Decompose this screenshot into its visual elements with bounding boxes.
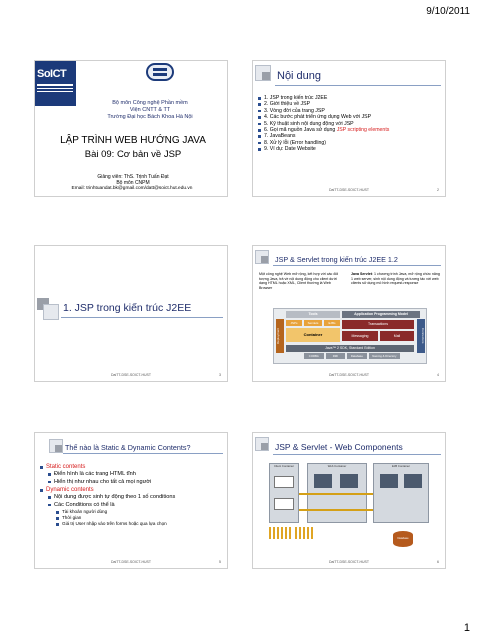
container-label: Web Container bbox=[327, 464, 347, 468]
title-underline bbox=[273, 265, 441, 266]
title-underline bbox=[273, 454, 441, 455]
jsp-description: Một công nghệ Web mở rộng, kết hợp với các đối tượng Java, trả về nội dung động cho client dưới dạng HTML hoặc XML, Client thường là Web Browser bbox=[259, 272, 339, 290]
transactions-box: Transactions bbox=[342, 320, 414, 329]
logo-text: SoICT bbox=[37, 68, 67, 80]
se-logo-mark bbox=[153, 68, 167, 76]
list-item: Nội dung được sinh tự động theo 1 số conditions bbox=[47, 494, 227, 502]
list-item: Giá trị User nhập vào trên forms hoặc qua lựa chọn bbox=[55, 521, 227, 527]
mail-box: Mail bbox=[380, 331, 414, 341]
connectors-bar: Connectors bbox=[417, 319, 425, 353]
list-item: 1. JSP trong kiến trúc J2EE bbox=[257, 95, 445, 101]
list-item: Điển hình là các trang HTML tĩnh bbox=[47, 471, 227, 479]
institute: Viện CNTT & TT bbox=[129, 107, 171, 113]
arrow-line bbox=[299, 509, 373, 511]
servlet-component bbox=[340, 474, 358, 488]
bullet-icon bbox=[40, 489, 43, 492]
ejb-component bbox=[380, 474, 398, 488]
io-strip bbox=[269, 527, 291, 539]
servlet-text: : 1 chương trình Java, mở rộng chức năng 1 web server, sinh nội dung động và tương tác với web clients sử dụng mô hình request-response bbox=[351, 272, 440, 286]
slide-title[interactable] bbox=[34, 60, 228, 197]
static-list bbox=[39, 471, 227, 486]
lesson-subtitle: Bài 09: Cơ bản về JSP bbox=[84, 149, 182, 160]
list-item: Tài khoản người dùng bbox=[55, 509, 227, 515]
item-highlight: JSP scripting elements bbox=[336, 127, 390, 134]
static-label bbox=[39, 463, 227, 471]
static-label-text: Static contents bbox=[46, 464, 86, 470]
university: Trường Đại học Bách Khoa Hà Nội bbox=[107, 114, 193, 120]
servlet-term: Java Servlet bbox=[351, 272, 372, 276]
slide-number: 6 bbox=[437, 560, 439, 564]
item-text: 6. Gọi mã nguồn Java sử dụng bbox=[264, 127, 337, 134]
contents-list bbox=[257, 95, 445, 153]
dynamic-label-text: Dynamic contents bbox=[46, 487, 94, 493]
web-components-diagram bbox=[269, 463, 429, 555]
section-title: 1. JSP trong kiến trúc J2EE bbox=[63, 302, 192, 314]
dynamic-list bbox=[39, 494, 227, 509]
servlet-description bbox=[351, 272, 441, 286]
browser-box bbox=[274, 476, 294, 488]
list-item: Các Conditions có thể là bbox=[47, 502, 227, 510]
io-strip bbox=[295, 527, 315, 539]
slide-footer: DaiTT-DSE-SOICT-HUST bbox=[328, 188, 370, 192]
slide-title: Nội dung bbox=[277, 70, 322, 82]
lecturer: Giảng viên: ThS. Trịnh Tuấn Đạt bbox=[97, 174, 169, 180]
slide-architecture[interactable] bbox=[252, 245, 446, 382]
list-item: 4. Các bước phát triển ứng dụng Web với JSP bbox=[257, 114, 445, 120]
container-box: Container bbox=[286, 328, 340, 342]
container-label: EJB Container bbox=[391, 464, 411, 468]
title-underline bbox=[61, 317, 223, 318]
j2ee-diagram bbox=[273, 308, 427, 364]
bullet-icon bbox=[40, 466, 43, 469]
soict-logo bbox=[34, 60, 76, 106]
logo-stripe bbox=[37, 91, 73, 92]
jsp-component bbox=[314, 474, 332, 488]
j2se-row bbox=[304, 353, 400, 359]
servlets-box: Servlets bbox=[304, 320, 322, 326]
j2se-box: Java™ 2 SDK, Standard Edition bbox=[286, 345, 414, 352]
messaging-box: Messaging bbox=[342, 331, 378, 341]
slide-footer: DaiTT-DSE-SOICT-HUST bbox=[328, 373, 370, 377]
arrow-line bbox=[299, 493, 373, 495]
j2se-item: Database bbox=[347, 353, 367, 359]
api-box: Application Programming Model bbox=[342, 311, 420, 318]
dynamic-label bbox=[39, 486, 227, 494]
list-item: 3. Vòng đời của trang JSP bbox=[257, 108, 445, 114]
j2se-item: RMI bbox=[326, 353, 346, 359]
lecturer-dept: Bộ môn CNPM bbox=[116, 180, 150, 186]
slide-title: JSP & Servlet trong kiến trúc J2EE 1.2 bbox=[275, 255, 398, 264]
jsp-box: JSPs bbox=[286, 320, 302, 326]
corner-decoration bbox=[262, 72, 270, 80]
list-item: 8. Xử lý lỗi (Error handling) bbox=[257, 140, 445, 146]
static-section bbox=[39, 463, 227, 528]
course-title: LẬP TRÌNH WEB HƯỚNG JAVA bbox=[60, 135, 206, 146]
corner-decoration bbox=[261, 256, 268, 263]
client-container bbox=[269, 463, 299, 523]
deployment-bar: Deployment bbox=[276, 319, 284, 353]
corner-decoration bbox=[55, 445, 62, 452]
slide-contents[interactable] bbox=[252, 60, 446, 197]
ejb-container bbox=[373, 463, 429, 523]
slide-number: 4 bbox=[437, 373, 439, 377]
page-number: 1 bbox=[463, 622, 470, 634]
corner-decoration bbox=[43, 304, 59, 320]
se-logo-icon bbox=[146, 63, 174, 81]
j2se-item: CORBA bbox=[304, 353, 324, 359]
slide-title: Thế nào là Static & Dynamic Contents? bbox=[65, 443, 191, 452]
database-icon bbox=[393, 531, 413, 547]
email: Email: trinhtuandat.bk@gmail.com/datt@soict.hut.edu.vn bbox=[71, 186, 193, 191]
slide-number: 2 bbox=[437, 188, 439, 192]
title-underline bbox=[63, 453, 223, 454]
list-item: 7. JavaBeans bbox=[257, 133, 445, 139]
tools-box: Tools bbox=[286, 311, 340, 318]
slide-number: 3 bbox=[219, 373, 221, 377]
logo-stripe bbox=[37, 88, 73, 89]
slide-footer: DaiTT-DSE-SOICT-HUST bbox=[110, 560, 152, 564]
ejbs-box: EJBs bbox=[324, 320, 340, 326]
slide-number: 5 bbox=[219, 560, 221, 564]
ejb-component bbox=[404, 474, 422, 488]
slide-title: JSP & Servlet - Web Components bbox=[275, 442, 403, 452]
list-item: 5. Kỹ thuật sinh nội dung động với JSP bbox=[257, 121, 445, 127]
corner-decoration bbox=[261, 443, 268, 450]
logo-stripe bbox=[37, 84, 73, 86]
j2se-item: Naming & Directory bbox=[369, 353, 400, 359]
database-label: Database bbox=[397, 537, 409, 540]
container-label: Client Container bbox=[273, 464, 295, 468]
department: Bộ môn Công nghệ Phần mềm bbox=[112, 100, 188, 106]
list-item: Hiển thị như nhau cho tất cả mọi người bbox=[47, 479, 227, 487]
slide-footer: DaiTT-DSE-SOICT-HUST bbox=[110, 373, 152, 377]
list-item: Thời gian bbox=[55, 515, 227, 521]
slide-static-dynamic[interactable] bbox=[34, 432, 228, 569]
slide-footer: DaiTT-DSE-SOICT-HUST bbox=[328, 560, 370, 564]
list-item: 2. Giới thiệu về JSP bbox=[257, 101, 445, 107]
conditions-list bbox=[39, 509, 227, 528]
slide-web-components[interactable] bbox=[252, 432, 446, 569]
slide-section[interactable] bbox=[34, 245, 228, 382]
app-box bbox=[274, 498, 294, 510]
list-item: 9. Ví dụ: Date Website bbox=[257, 146, 445, 152]
title-underline bbox=[275, 85, 441, 86]
page-date: 9/10/2011 bbox=[426, 6, 470, 17]
